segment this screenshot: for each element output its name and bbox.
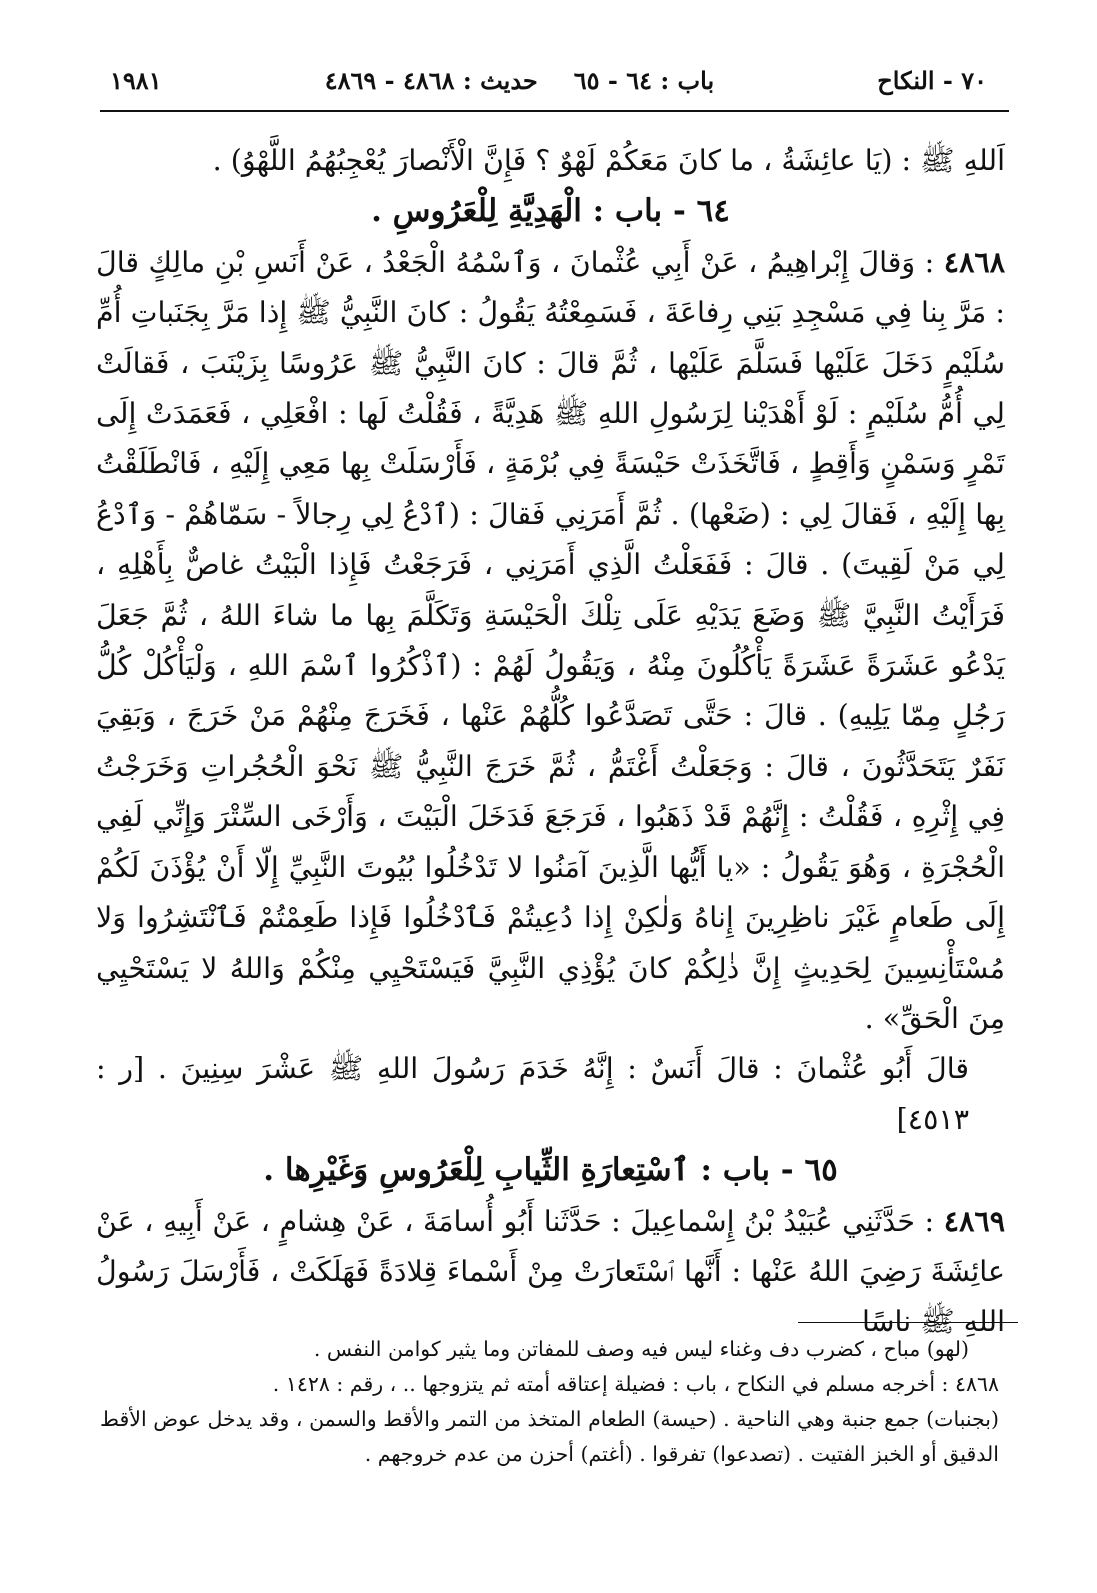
- running-header: [110, 58, 987, 102]
- footnote-divider: [798, 1322, 1018, 1323]
- footnote-vocabulary: (بجنبات) جمع جنبة وهي الناحية . (حيسة) الطعام المتخذ من التمر والأقط والسمن ، وقد يدخل عوض الأقط الدقيق أو الخبز الفتيت . (تصدعوا) تفرقوا . (أغتم) أحزن من عدم خروجهم .: [100, 1407, 999, 1466]
- chapter-heading-65: ٦٥ - باب : ٱسْتِعارَةِ الثِّيابِ لِلْعَرُوسِ وَغَيْرِها .: [263, 1152, 838, 1189]
- header-divider: [100, 110, 1009, 112]
- chapter-title: ٧٠ - النكاح: [877, 65, 987, 95]
- continuation-line: اَللهِ ﷺ : (يَا عائِشَةُ ، ما كانَ مَعَكُمْ لَهْوٌ ؟ فَإِنَّ الْأَنْصارَ يُعْجِبُهُمُ اللَّهْوُ) .: [212, 144, 1005, 177]
- hadith-4868: [96, 237, 1005, 1045]
- chapter-heading-64: ٦٤ - باب : الْهَدِيَّةِ لِلْعَرُوسِ .: [371, 193, 730, 230]
- footnotes: [100, 1332, 999, 1472]
- reference-group: [325, 66, 714, 95]
- footnote-4868: ٤٨٦٨ : أخرجه مسلم في النكاح ، باب : فضيلة إعتاقه أمته ثم يتزوجها .. ، رقم : ١٤٢٨ .: [272, 1372, 999, 1396]
- hadith-reference: حديث : ٤٨٦٨ - ٤٨٦٩: [324, 65, 538, 95]
- hadith-number: ٤٨٦٩: [943, 1203, 1006, 1238]
- abu-uthman-note: قالَ أَبُو عُثْمانَ : قالَ أَنَسٌ : إِنَّهُ خَدَمَ رَسُولَ اللهِ ﷺ عَشْرَ سِنِينَ . [ر : ٤٥١٣]: [96, 1052, 969, 1136]
- bab-reference: باب : ٦٤ - ٦٥: [573, 65, 715, 95]
- page-number: ١٩٨١: [110, 65, 162, 95]
- hadith-text: : وَقالَ إِبْراهِيمُ ، عَنْ أَبِي عُثْمانَ ، وَٱسْمُهُ الْجَعْدُ ، عَنْ أَنَسِ بْنِ مالِكٍ قالَ : مَرَّ بِنا فِي مَسْجِدِ بَنِي رِفاعَةَ ، فَسَمِعْتُهُ يَقُولُ : كانَ النَّبِيُّ ﷺ إِذا مَرَّ بِجَنَباتِ أُمِّ سُلَيْمٍ دَخَلَ عَلَيْها فَسَلَّمَ عَلَيْها ، ثُمَّ قالَ : كانَ النَّبِيُّ ﷺ عَرُوسًا بِزَيْنَبَ ، فَقالَتْ لِي أُمُّ سُلَيْمٍ : لَوْ أَهْدَيْنا لِرَسُولِ اللهِ ﷺ هَدِيَّةً ، فَقُلْتُ لَها : افْعَلِي ، فَعَمَدَتْ إِلَى تَمْرٍ وَسَمْنٍ وَأَقِطٍ ، فَاتَّخَذَتْ حَيْسَةً فِي بُرْمَةٍ ، فَأَرْسَلَتْ بِها مَعِي إِلَيْهِ ، فَانْطَلَقْتُ بِها إِلَيْهِ ، فَقالَ لِي : (ضَعْها) . ثُمَّ أَمَرَنِي فَقالَ : (ٱدْعُ لِي رِجالاً - سَمّاهُمْ - وَٱدْعُ لِي مَنْ لَقِيتَ) . قالَ : فَفَعَلْتُ الَّذِي أَمَرَنِي ، فَرَجَعْتُ فَإِذا الْبَيْتُ غاصٌّ بِأَهْلِهِ ، فَرَأَيْتُ النَّبِيَّ ﷺ وَضَعَ يَدَيْهِ عَلَى تِلْكَ الْحَيْسَةِ وَتَكَلَّمَ بِها ما شاءَ اللهُ ، ثُمَّ جَعَلَ يَدْعُو عَشَرَةً عَشَرَةً يَأْكُلُونَ مِنْهُ ، وَيَقُولُ لَهُمْ : (ٱذْكُرُوا ٱسْمَ اللهِ ، وَلْيَأْكُلْ كُلُّ رَجُلٍ مِمّا يَلِيهِ) . قالَ : حَتَّى تَصَدَّعُوا كُلُّهُمْ عَنْها ، فَخَرَجَ مِنْهُمْ مَنْ خَرَجَ ، وَبَقِيَ نَفَرٌ يَتَحَدَّثُونَ ، قالَ : وَجَعَلْتُ أَغْتَمُّ ، ثُمَّ خَرَجَ النَّبِيُّ ﷺ نَحْوَ الْحُجُراتِ وَخَرَجْتُ فِي إِثْرِهِ ، فَقُلْتُ : إِنَّهُمْ قَدْ ذَهَبُوا ، فَرَجَعَ فَدَخَلَ الْبَيْتَ ، وَأَرْخَى السِّتْرَ وَإِنِّي لَفِي الْحُجْرَةِ ، وَهُوَ يَقُولُ : «يا أَيُّها الَّذِينَ آمَنُوا لا تَدْخُلُوا بُيُوتَ النَّبِيِّ إِلّا أَنْ يُؤْذَنَ لَكُمْ إِلَى طَعامٍ غَيْرَ ناظِرِينَ إِناهُ وَلٰكِنْ إِذا دُعِيتُمْ فَٱدْخُلُوا فَإِذا طَعِمْتُمْ فَٱنْتَشِرُوا وَلا مُسْتَأْنِسِينَ لِحَدِيثٍ إِنَّ ذٰلِكُمْ كانَ يُؤْذِي النَّبِيَّ فَيَسْتَحْيِي مِنْكُمْ وَاللهُ لا يَسْتَحْيِي مِنَ الْحَقِّ» .: [96, 245, 1005, 1035]
- hadith-text: : حَدَّثَنِي عُبَيْدُ بْنُ إِسْماعِيلَ : حَدَّثَنا أَبُو أُسامَةَ ، عَنْ هِشامٍ ، عَنْ أَبِيهِ ، عَنْ عائِشَةَ رَضِيَ اللهُ عَنْها : أَنَّها ٱسْتَعارَتْ مِنْ أَسْماءَ قِلادَةً فَهَلَكَتْ ، فَأَرْسَلَ رَسُولُ اللهِ ﷺ ناسًا: [96, 1204, 1005, 1339]
- main-text: [96, 136, 1005, 1348]
- hadith-number: ٤٨٦٨: [943, 244, 1005, 279]
- footnote-lahw: (لهو) مباح ، كضرب دف وغناء ليس فيه وصف للمفاتن وما يثير كوامن النفس .: [313, 1337, 969, 1361]
- hadith-4869: [96, 1196, 1005, 1348]
